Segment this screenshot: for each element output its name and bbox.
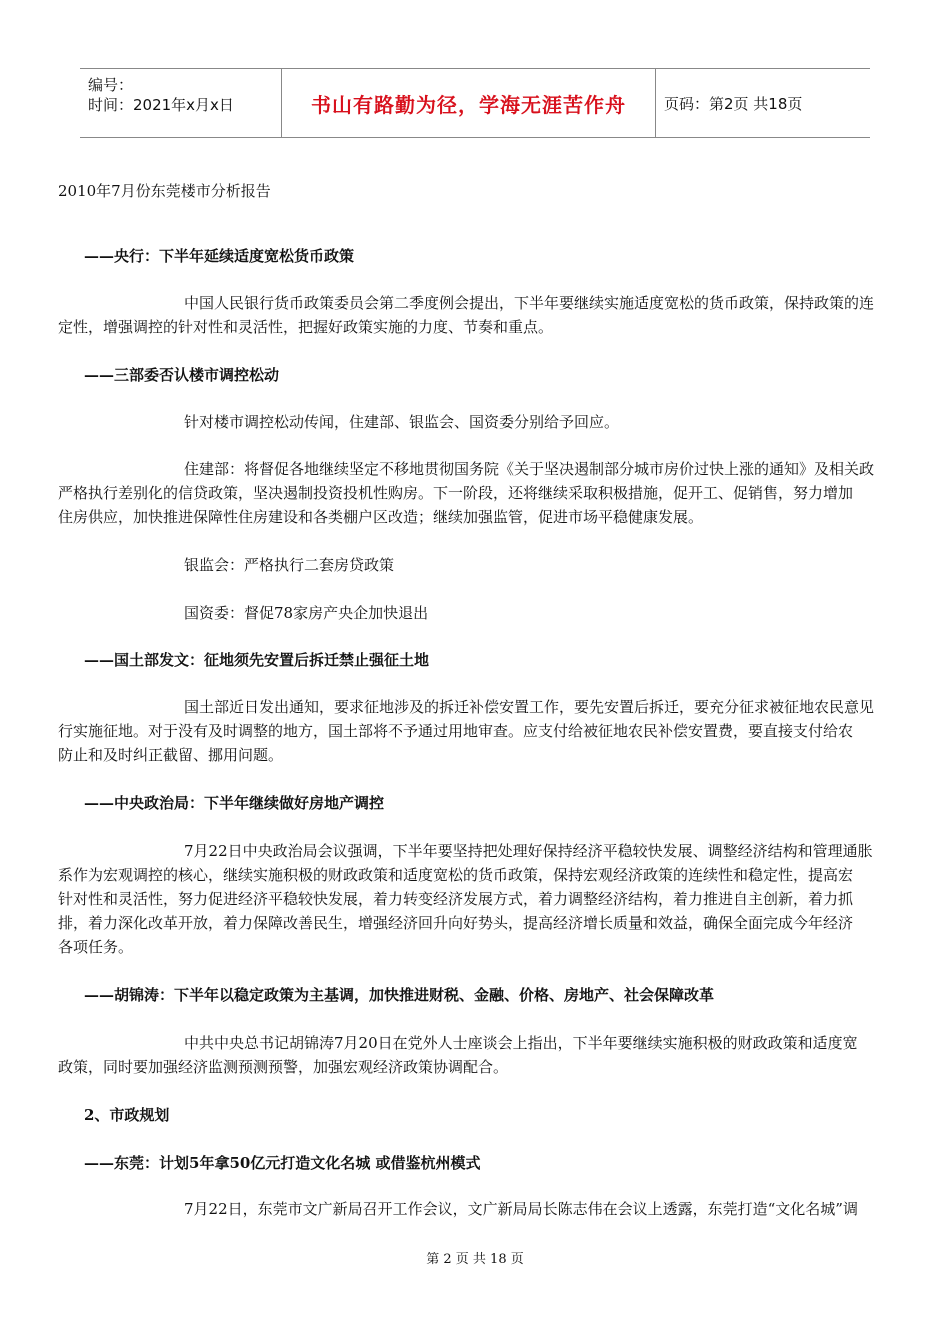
section-heading: 2、市政规划 <box>84 1106 170 1124</box>
paragraph-line: 国土部近日发出通知，要求征地涉及的拆迁补偿安置工作，要先安置后拆迁，要充分征求被征地农民意见 <box>184 698 875 716</box>
section-heading: ——胡锦涛：下半年以稳定政策为主基调，加快推进财税、金融、价格、房地产、社会保障改革 <box>84 986 715 1004</box>
paragraph-line: 系作为宏观调控的核心，继续实施积极的财政政策和适度宽松的货币政策，保持宏观经济政策的连续性和稳定性，提高宏 <box>58 866 854 884</box>
page-header <box>80 68 870 138</box>
section-heading: ——央行：下半年延续适度宽松货币政策 <box>84 247 355 265</box>
paragraph-line: 银监会：严格执行二套房贷政策 <box>184 556 395 574</box>
paragraph-line: 住建部：将督促各地继续坚定不移地贯彻国务院《关于坚决遏制部分城市房价过快上涨的通知》及相关政 <box>184 460 875 478</box>
paragraph-line: 防止和及时纠正截留、挪用问题。 <box>58 746 284 764</box>
document-title: 2010年7月份东莞楼市分析报告 <box>58 182 271 200</box>
section-heading: ——东莞：计划5年拿50亿元打造文化名城 或借鉴杭州模式 <box>84 1154 481 1172</box>
time-label: 时间：2021年x月x日 <box>88 96 234 114</box>
paragraph-line: 政策，同时要加强经济监测预测预警，加强宏观经济政策协调配合。 <box>58 1058 509 1076</box>
paragraph-line: 针对性和灵活性，努力促进经济平稳较快发展，着力转变经济发展方式，着力调整经济结构，着力推进自主创新，着力抓 <box>58 890 854 908</box>
section-heading: ——三部委否认楼市调控松动 <box>84 366 280 384</box>
paragraph-line: 7月22日，东莞市文广新局召开工作会议，文广新局局长陈志伟在会议上透露，东莞打造“文化名城”调 <box>184 1200 858 1218</box>
paragraph-line: 严格执行差别化的信贷政策，坚决遏制投资投机性购房。下一阶段，还将继续采取积极措施，促开工、促销售，努力增加 <box>58 484 854 502</box>
paragraph-line: 中共中央总书记胡锦涛7月20日在党外人士座谈会上指出，下半年要继续实施积极的财政政策和适度宽 <box>184 1034 858 1052</box>
section-heading: ——中央政治局：下半年继续做好房地产调控 <box>84 794 385 812</box>
header-meta <box>80 69 282 137</box>
section-heading: ——国土部发文：征地须先安置后拆迁禁止强征土地 <box>84 651 430 669</box>
paragraph-line: 7月22日中央政治局会议强调，下半年要坚持把处理好保持经济平稳较快发展、调整经济结构和管理通胀 <box>184 842 873 860</box>
page-footer: 第 2 页 共 18 页 <box>426 1252 524 1267</box>
paragraph-line: 针对楼市调控松动传闻，住建部、银监会、国资委分别给予回应。 <box>184 413 620 431</box>
header-motto: 书山有路勤为径，学海无涯苦作舟 <box>282 69 656 137</box>
paragraph-line: 住房供应，加快推进保障性住房建设和各类棚户区改造；继续加强监管，促进市场平稳健康发展。 <box>58 508 704 526</box>
paragraph-line: 各项任务。 <box>58 938 134 956</box>
number-label: 编号： <box>88 76 134 94</box>
paragraph-line: 国资委：督促78家房产央企加快退出 <box>184 604 429 622</box>
paragraph-line: 排，着力深化改革开放，着力保障改善民生，增强经济回升向好势头，提高经济增长质量和效益，确保全面完成今年经济 <box>58 914 854 932</box>
paragraph-line: 定性，增强调控的针对性和灵活性，把握好政策实施的力度、节奏和重点。 <box>58 318 554 336</box>
paragraph-line: 中国人民银行货币政策委员会第二季度例会提出，下半年要继续实施适度宽松的货币政策，保持政策的连 <box>184 294 875 312</box>
paragraph-line: 行实施征地。对于没有及时调整的地方，国土部将不予通过用地审查。应支付给被征地农民补偿安置费，要直接支付给农 <box>58 722 854 740</box>
header-page-label: 页码：第2页 共18页 <box>664 94 803 113</box>
